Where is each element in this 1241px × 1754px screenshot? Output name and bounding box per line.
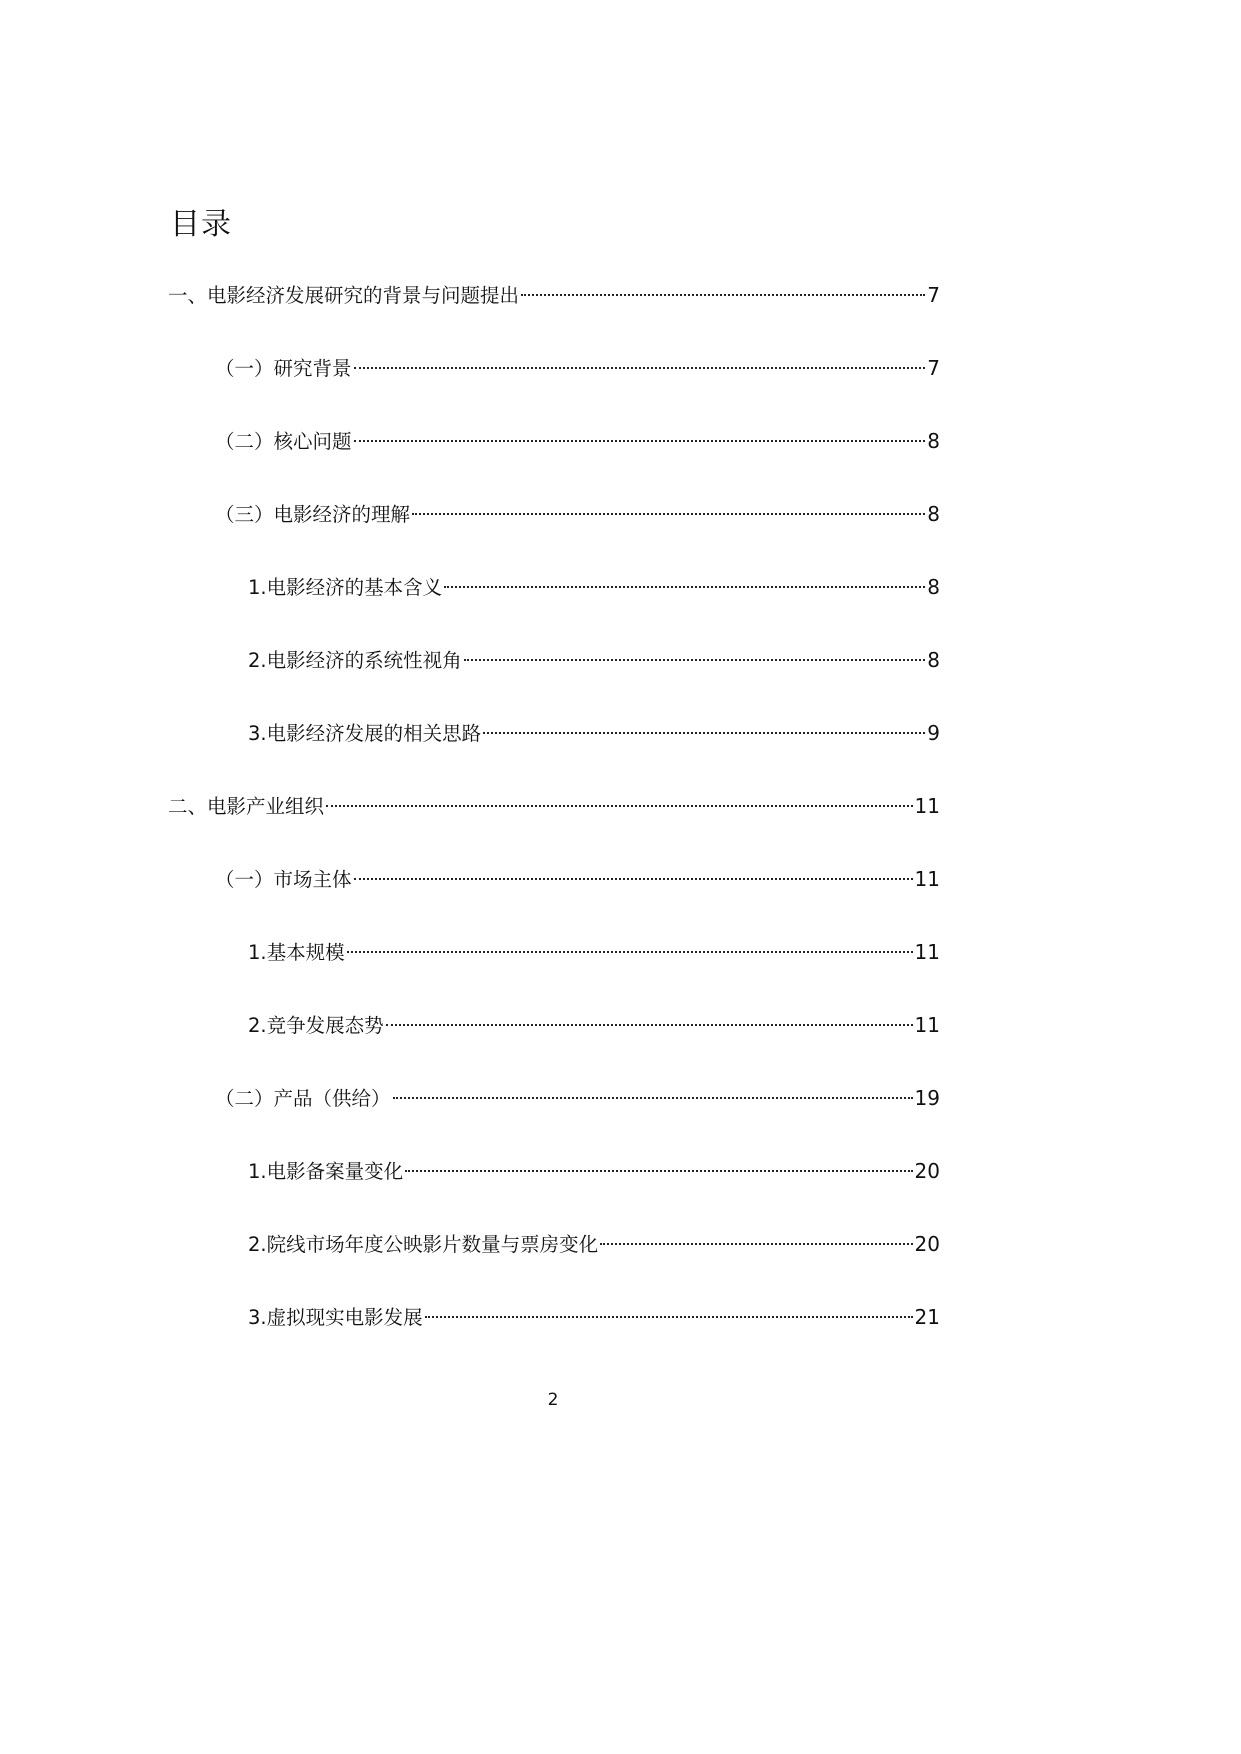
- toc-entry-label: 2.竞争发展态势: [248, 1014, 384, 1037]
- toc-entry[interactable]: [248, 572, 940, 602]
- dot-leader: [386, 1024, 913, 1026]
- toc-title: 目录: [170, 207, 232, 242]
- toc-entry-page: 11: [914, 1013, 940, 1037]
- toc-entry-label: 1.电影备案量变化: [248, 1160, 404, 1183]
- dot-leader: [425, 1316, 913, 1318]
- toc-entry-label: 3.电影经济发展的相关思路: [248, 722, 482, 745]
- dot-leader: [326, 805, 913, 807]
- toc-entry-label: （三）电影经济的理解: [215, 503, 411, 526]
- toc-entry-label: 2.院线市场年度公映影片数量与票房变化: [248, 1233, 599, 1256]
- footer-page-number: 2: [547, 1390, 559, 1410]
- toc-entry[interactable]: [248, 645, 940, 675]
- toc-entry[interactable]: [248, 937, 940, 967]
- dot-leader: [464, 659, 926, 661]
- dot-leader: [600, 1243, 912, 1245]
- dot-leader: [412, 513, 925, 515]
- toc-entry-label: 2.电影经济的系统性视角: [248, 649, 462, 672]
- toc-entry-page: 8: [927, 575, 940, 599]
- dot-leader: [521, 294, 925, 296]
- toc-entry[interactable]: [248, 1156, 940, 1186]
- toc-entry-page: 8: [927, 429, 940, 453]
- toc-entry[interactable]: [215, 499, 940, 529]
- toc-entry-page: 19: [914, 1086, 940, 1110]
- toc-entry[interactable]: [168, 280, 940, 310]
- dot-leader: [483, 732, 925, 734]
- toc-entry-label: （一）市场主体: [215, 868, 352, 891]
- toc-entry[interactable]: [215, 864, 940, 894]
- toc-entry-label: 一、电影经济发展研究的背景与问题提出: [168, 284, 520, 307]
- toc-entry[interactable]: [248, 1302, 940, 1332]
- toc-entry[interactable]: [248, 1229, 940, 1259]
- dot-leader: [405, 1170, 912, 1172]
- toc-entry[interactable]: [248, 718, 940, 748]
- toc-entry-page: 7: [927, 283, 940, 307]
- toc-entry-page: 9: [927, 721, 940, 745]
- toc-entry-page: 20: [914, 1232, 940, 1256]
- toc-entry-page: 20: [914, 1159, 940, 1183]
- toc-entry[interactable]: [215, 353, 940, 383]
- toc-entry-label: （二）产品（供给）: [215, 1087, 391, 1110]
- toc-entry[interactable]: [168, 791, 940, 821]
- toc-entry-label: （二）核心问题: [215, 430, 352, 453]
- toc-entry-page: 21: [914, 1305, 940, 1329]
- toc-entry-label: 3.虚拟现实电影发展: [248, 1306, 423, 1329]
- toc-entry-label: （一）研究背景: [215, 357, 352, 380]
- dot-leader: [347, 951, 913, 953]
- dot-leader: [444, 586, 925, 588]
- dot-leader: [354, 440, 926, 442]
- toc-entry[interactable]: [215, 1083, 940, 1113]
- toc-entry-label: 1.电影经济的基本含义: [248, 576, 443, 599]
- toc-entry[interactable]: [248, 1010, 940, 1040]
- toc-entry-label: 1.基本规模: [248, 941, 345, 964]
- toc-entry-page: 11: [914, 794, 940, 818]
- toc-entry-page: 7: [927, 356, 940, 380]
- toc-entry-page: 11: [914, 940, 940, 964]
- toc-entry-label: 二、电影产业组织: [168, 795, 325, 818]
- dot-leader: [354, 367, 926, 369]
- dot-leader: [354, 878, 913, 880]
- dot-leader: [393, 1097, 913, 1099]
- toc-entry-page: 8: [927, 648, 940, 672]
- toc-entry-page: 11: [914, 867, 940, 891]
- toc-entry-page: 8: [927, 502, 940, 526]
- toc-entry[interactable]: [215, 426, 940, 456]
